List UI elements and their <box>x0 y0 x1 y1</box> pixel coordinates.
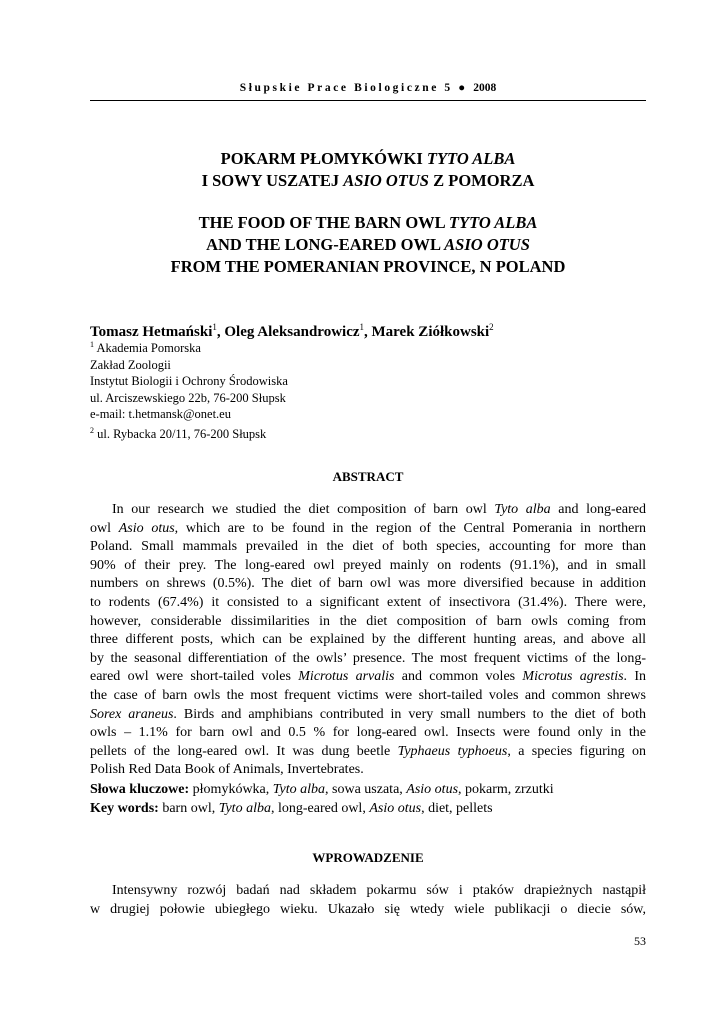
affiliation-1-line <box>90 337 288 357</box>
introduction-line: w drugiej połowie ubiegłego wieku. Ukazało się wtedy wiele publikacji o diecie sów, <box>90 901 646 917</box>
title-text: I SOWY USZATEJ <box>201 171 344 190</box>
text-run: In our research we studied the diet composition of barn owl <box>112 502 495 517</box>
affiliation-marker: 2 <box>489 322 494 332</box>
affiliation-text: ul. Rybacka 20/11, 76-200 Słupsk <box>97 426 267 441</box>
abstract-line <box>90 706 646 725</box>
title-polish-line-1 <box>70 148 666 170</box>
abstract-line: by the seasonal differentiation of the owls’ presence. The most frequent victims of the long- <box>90 650 646 666</box>
text-run: , which are to be found in the region of the Central Pomerania in northern <box>174 520 647 536</box>
journal-year: 2008 <box>473 82 497 94</box>
header-rule <box>90 100 646 101</box>
author-name: Marek Ziółkowski <box>371 324 490 340</box>
text-run: . Birds and amphibians contributed in very small numbers to the diet of both <box>173 706 646 722</box>
text-run: eared owl were short-tailed voles <box>90 669 299 685</box>
abstract-line: to rodents (67.4%) it consisted to a significant extent of insectivora (31.4%). There were, <box>90 594 646 610</box>
journal-name: Słupskie Prace Biologiczne 5 <box>239 82 453 94</box>
affiliation-marker: 1 <box>212 322 217 332</box>
abstract-line: three different posts, which can be explained by the different hunting areas, and above all <box>90 632 646 648</box>
title-english-line-1 <box>70 212 666 234</box>
author-separator: , <box>364 324 372 340</box>
species-name: Asio otus <box>406 782 459 797</box>
species-name: ASIO OTUS <box>343 171 429 190</box>
abstract-line: Polish Red Data Book of Animals, Invertebrates. <box>90 762 364 778</box>
keywords-label: Słowa kluczowe: <box>90 782 190 797</box>
species-name: Tyto alba <box>272 782 326 797</box>
title-english-line-3: FROM THE POMERANIAN PROVINCE, N POLAND <box>170 257 566 276</box>
keyword-text: , sowa uszata, <box>325 782 407 797</box>
species-name: Typhaeus typhoeus <box>397 743 508 759</box>
abstract-body <box>90 501 646 780</box>
affiliations <box>90 337 288 442</box>
abstract-heading: ABSTRACT <box>332 469 404 484</box>
abstract-line <box>90 743 646 762</box>
title-english <box>70 212 666 278</box>
keyword-text: płomykówka, <box>189 782 273 797</box>
abstract-line <box>90 668 646 687</box>
author-name: Oleg Aleksandrowicz <box>224 324 360 340</box>
introduction-heading: WPROWADZENIE <box>312 850 424 865</box>
species-name: Microtus agrestis <box>522 669 624 685</box>
species-name: TYTO ALBA <box>426 149 516 168</box>
bullet-separator: ● <box>458 82 468 94</box>
author-separator: , <box>216 324 225 340</box>
title-polish-line-2 <box>70 170 666 192</box>
species-name: Asio otus <box>118 520 175 536</box>
abstract-line: the case of barn owls the most frequent victims were short-tailed voles and common shrews <box>90 687 646 703</box>
species-name: Tyto alba <box>218 800 271 816</box>
keywords-polish <box>90 781 554 800</box>
species-name: ASIO OTUS <box>444 235 530 254</box>
keywords-label: Key words: <box>90 800 159 816</box>
keyword-text: , long-eared owl, <box>270 800 370 816</box>
introduction-line: Intensywny rozwój badań nad składem pokarmu sów i ptaków drapieżnych nastąpił <box>112 883 646 898</box>
affiliation-text: Akademia Pomorska <box>96 341 201 356</box>
page-number: 53 <box>634 934 646 948</box>
affiliation-2-line <box>90 423 288 443</box>
species-name: Microtus arvalis <box>298 669 395 685</box>
email-address: e-mail: t.hetmansk@onet.eu <box>90 407 231 422</box>
affiliation-1-line: Instytut Biologii i Ochrony Środowiska <box>90 374 288 389</box>
affiliation-marker: 1 <box>359 322 365 332</box>
title-polish <box>70 148 666 192</box>
affiliation-1-line: ul. Arciszewskiego 22b, 76-200 Słupsk <box>90 390 286 405</box>
keywords-block <box>90 781 554 818</box>
author-name: Tomasz Hetmański <box>90 324 213 340</box>
text-run: pellets of the long-eared owl. It was dung beetle <box>90 743 398 759</box>
running-head <box>90 79 646 97</box>
text-run: and long-eared <box>550 502 646 517</box>
abstract-line <box>90 501 646 520</box>
keyword-text: , pokarm, zrzutki <box>458 782 554 797</box>
species-name: Sorex araneus <box>90 706 174 722</box>
abstract-line: 90% of their prey. The long-eared owl preyed mainly on rodents (91.1%), and in small <box>90 557 646 573</box>
title-text: POKARM PŁOMYKÓWKI <box>220 149 427 168</box>
title-text: Z POMORZA <box>428 171 535 190</box>
keywords-english <box>90 800 554 819</box>
abstract-line: owls – 1.1% for barn owl and 0.5 % for long-eared owl. Insects were found only in the <box>90 725 646 741</box>
abstract-line: however, considerable dissimilarities in the diet composition of barn owls coming from <box>90 613 646 629</box>
text-run: , a species figuring on <box>507 743 646 759</box>
introduction-body <box>90 882 646 919</box>
species-name: Tyto alba <box>494 502 551 517</box>
abstract-line <box>90 520 646 539</box>
title-english-line-2 <box>70 234 666 256</box>
affiliation-marker: 2 <box>90 425 94 435</box>
text-run: . In <box>623 669 646 685</box>
species-name: Asio otus <box>369 800 422 816</box>
abstract-line: Poland. Small mammals prevailed in the diet of both species, accounting for more than <box>90 539 646 555</box>
affiliation-marker: 1 <box>90 340 94 349</box>
title-text: THE FOOD OF THE BARN OWL <box>198 213 449 232</box>
affiliation-1-line: Zakład Zoologii <box>90 357 171 372</box>
text-run: and common voles <box>394 669 523 685</box>
keyword-text: , diet, pellets <box>421 800 493 816</box>
text-run: owl <box>90 520 119 536</box>
abstract-line: numbers on shrews (0.5%). The diet of barn owl was more diversified because in addition <box>90 576 646 592</box>
species-name: TYTO ALBA <box>448 213 538 232</box>
title-text: AND THE LONG-EARED OWL <box>206 235 445 254</box>
keyword-text: barn owl, <box>158 800 219 816</box>
